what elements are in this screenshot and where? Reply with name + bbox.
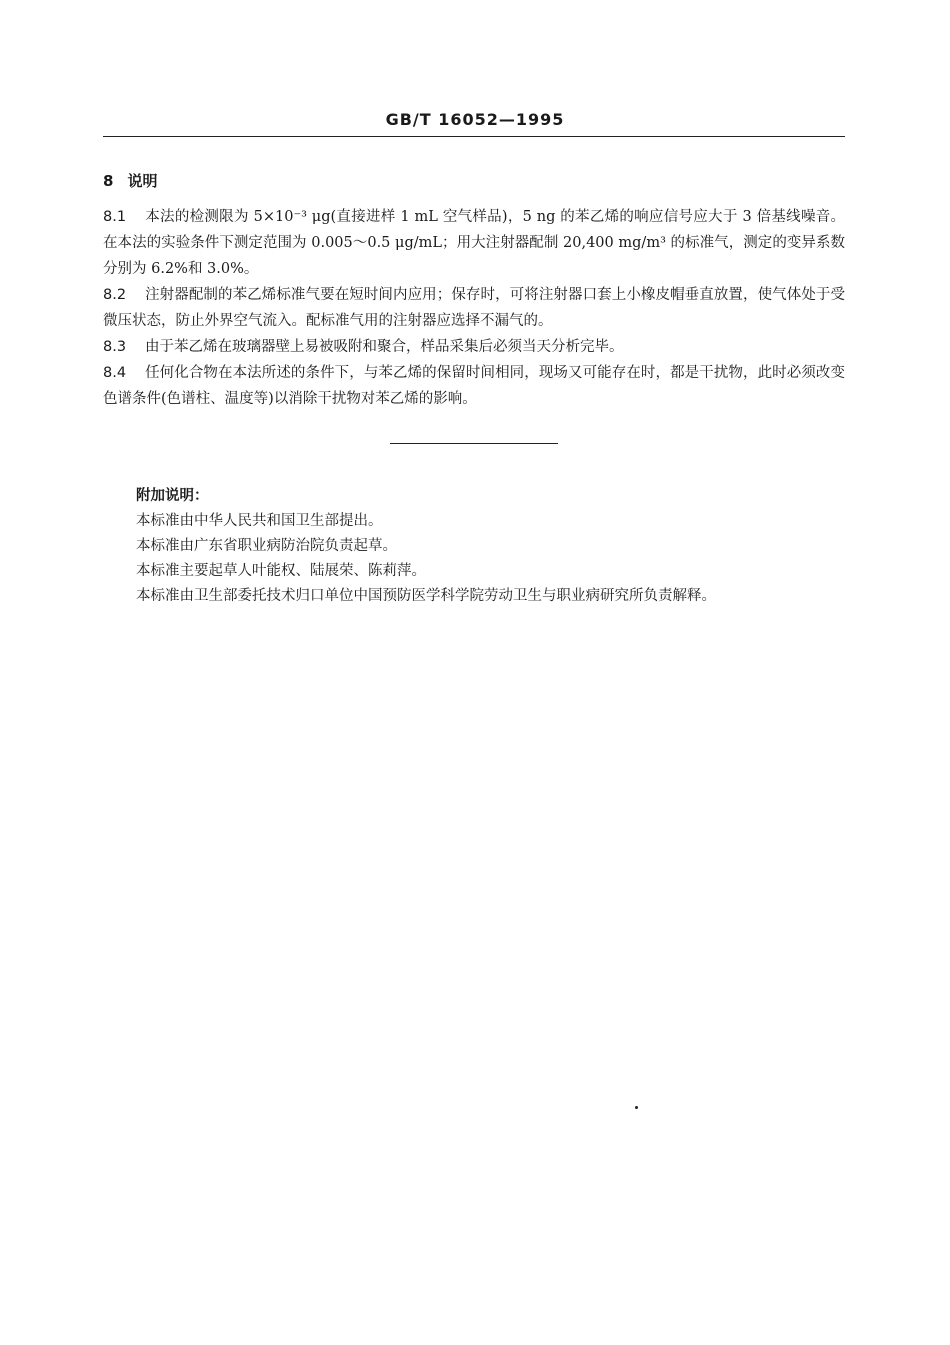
clause-text: 本法的检测限为 5×10⁻³ μg(直接进样 1 mL 空气样品)，5 ng 的苯乙烯的响应信号应大于 3 倍基线噪音。在本法的实验条件下测定范围为 0.005～0.5 μg/mL；用大注射器配制 20,400 mg/m³ 的标准气，测定的变异系数分别为 6.2%和 3.0%。 [103,209,845,277]
clause-text: 注射器配制的苯乙烯标准气要在短时间内应用；保存时，可将注射器口套上小橡皮帽垂直放置，使气体处于受微压状态，防止外界空气流入。配标准气用的注射器应选择不漏气的。 [103,287,845,329]
additional-note-line: 本标准主要起草人叶能权、陆展荣、陈莉萍。 [136,563,426,579]
section-heading [103,170,157,191]
section-end-rule [390,443,558,444]
clause-8-1 [103,204,845,282]
clause-8-3 [103,334,845,360]
clause-text: 由于苯乙烯在玻璃器壁上易被吸附和聚合，样品采集后必须当天分析完毕。 [145,339,624,355]
clause-text: 任何化合物在本法所述的条件下，与苯乙烯的保留时间相同，现场又可能存在时，都是干扰物，此时必须改变色谱条件(色谱柱、温度等)以消除干扰物对苯乙烯的影响。 [103,365,845,407]
header-rule [103,136,845,137]
additional-notes [136,484,846,609]
clause-number: 8.4 [103,365,127,381]
standard-number-header: GB/T 16052—1995 [385,110,565,129]
clause-list [103,204,845,412]
additional-note-line: 本标准由中华人民共和国卫生部提出。 [136,513,383,529]
clause-8-4 [103,360,845,412]
clause-8-2 [103,282,845,334]
additional-note-line: 本标准由广东省职业病防治院负责起草。 [136,538,397,554]
section-number: 8 [103,172,114,190]
section-title: 说明 [127,172,158,190]
additional-notes-title: 附加说明： [136,488,209,504]
scan-speck [635,1106,638,1109]
additional-note-line: 本标准由卫生部委托技术归口单位中国预防医学科学院劳动卫生与职业病研究所负责解释。 [136,588,716,604]
clause-number: 8.3 [103,339,127,355]
clause-number: 8.2 [103,287,127,303]
clause-number: 8.1 [103,209,127,225]
